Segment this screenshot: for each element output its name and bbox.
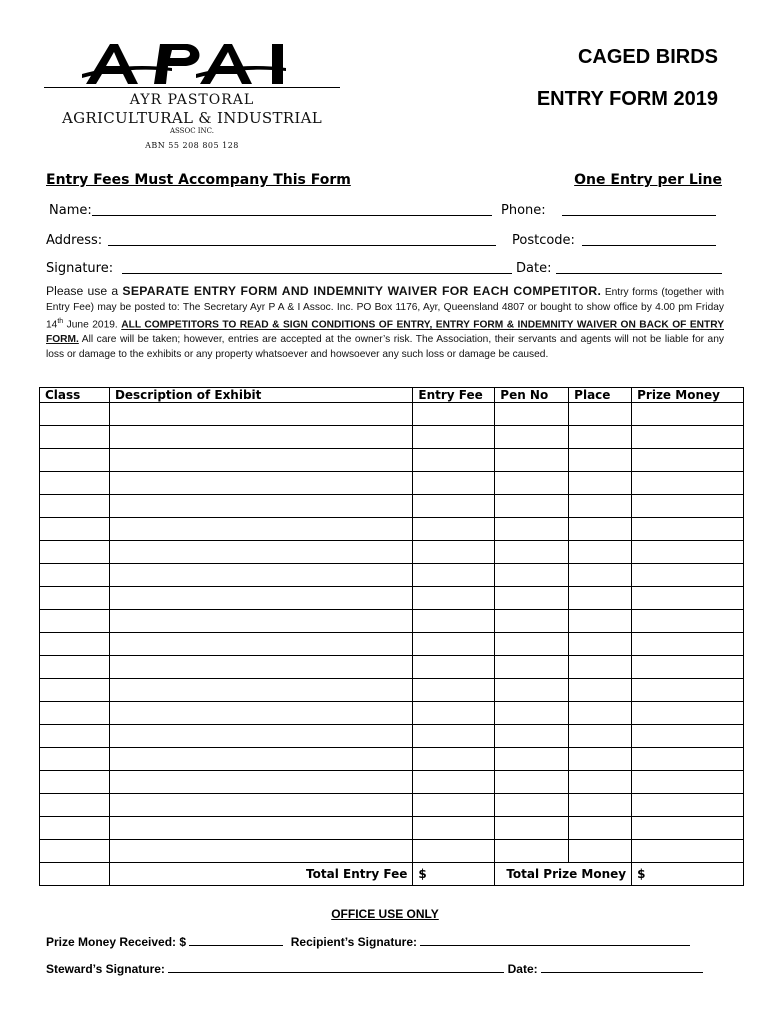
- class-cell[interactable]: [40, 564, 110, 587]
- prize-money-cell[interactable]: [632, 426, 744, 449]
- para-body-2: June 2019.: [63, 319, 122, 331]
- prize-received-label: Prize Money Received: $: [46, 935, 187, 949]
- office-use-heading: OFFICE USE ONLY: [331, 907, 439, 921]
- prize-money-cell[interactable]: [632, 748, 744, 771]
- entry-fee-cell[interactable]: [413, 702, 495, 725]
- prize-money-cell[interactable]: [632, 610, 744, 633]
- place-cell[interactable]: [569, 725, 632, 748]
- description-cell[interactable]: [109, 426, 412, 449]
- class-cell[interactable]: [40, 610, 110, 633]
- prize-money-cell[interactable]: [632, 587, 744, 610]
- description-cell[interactable]: [109, 817, 412, 840]
- prize-money-cell[interactable]: [632, 495, 744, 518]
- prize-money-cell[interactable]: [632, 656, 744, 679]
- class-cell[interactable]: [40, 518, 110, 541]
- prize-money-cell[interactable]: [632, 403, 744, 426]
- signature-field[interactable]: [122, 261, 512, 274]
- description-cell[interactable]: [109, 403, 412, 426]
- place-cell[interactable]: [569, 748, 632, 771]
- table-row: [40, 633, 744, 656]
- name-field[interactable]: [92, 203, 492, 216]
- pen-no-cell[interactable]: [495, 610, 569, 633]
- place-cell[interactable]: [569, 564, 632, 587]
- class-cell[interactable]: [40, 633, 110, 656]
- place-cell[interactable]: [569, 518, 632, 541]
- phone-field[interactable]: [562, 203, 716, 216]
- table-row: [40, 587, 744, 610]
- prize-received-field[interactable]: [189, 933, 283, 946]
- steward-signature-label: Steward’s Signature:: [46, 962, 165, 976]
- entry-fee-cell[interactable]: [413, 449, 495, 472]
- logo-line-pastoral: AYR PASTORAL: [129, 92, 255, 108]
- apai-wordmark-logo: [82, 40, 344, 90]
- signature-label: Signature:: [46, 261, 114, 276]
- place-cell[interactable]: [569, 840, 632, 863]
- prize-money-cell[interactable]: [632, 564, 744, 587]
- table-row: [40, 472, 744, 495]
- address-label: Address:: [46, 233, 103, 248]
- pen-no-cell[interactable]: [495, 656, 569, 679]
- entry-fee-cell[interactable]: [413, 541, 495, 564]
- steward-signature-field[interactable]: [168, 960, 504, 973]
- place-cell[interactable]: [569, 817, 632, 840]
- class-cell[interactable]: [40, 495, 110, 518]
- prize-money-cell[interactable]: [632, 449, 744, 472]
- class-cell[interactable]: [40, 748, 110, 771]
- table-row: [40, 610, 744, 633]
- pen-no-cell[interactable]: [495, 702, 569, 725]
- total-entry-fee-field[interactable]: [413, 863, 495, 886]
- col-description: Description of Exhibit: [109, 388, 412, 403]
- logo-line-assoc: ASSOC INC.: [169, 127, 215, 135]
- total-entry-fee-label: Total Entry Fee: [109, 863, 412, 886]
- table-row: [40, 541, 744, 564]
- entry-fee-cell[interactable]: [413, 610, 495, 633]
- place-cell[interactable]: [569, 403, 632, 426]
- description-cell[interactable]: [109, 472, 412, 495]
- description-cell[interactable]: [109, 541, 412, 564]
- description-cell[interactable]: [109, 725, 412, 748]
- class-cell[interactable]: [40, 771, 110, 794]
- pen-no-cell[interactable]: [495, 449, 569, 472]
- pen-no-cell[interactable]: [495, 403, 569, 426]
- currency-symbol: $: [418, 867, 427, 881]
- table-row: [40, 518, 744, 541]
- entry-fee-cell[interactable]: [413, 633, 495, 656]
- place-cell[interactable]: [569, 633, 632, 656]
- class-cell[interactable]: [40, 794, 110, 817]
- place-cell[interactable]: [569, 449, 632, 472]
- totals-blank-class: [40, 863, 110, 886]
- description-cell[interactable]: [109, 794, 412, 817]
- pen-no-cell[interactable]: [495, 771, 569, 794]
- entry-fee-cell[interactable]: [413, 426, 495, 449]
- form-title-entry: ENTRY FORM 2019: [536, 88, 718, 110]
- totals-row: [40, 863, 744, 886]
- place-cell[interactable]: [569, 794, 632, 817]
- entry-fee-cell[interactable]: [413, 679, 495, 702]
- place-cell[interactable]: [569, 771, 632, 794]
- para-separate-form: SEPARATE ENTRY FORM AND INDEMNITY WAIVER FOR EACH COMPETITOR.: [122, 284, 602, 298]
- table-row: [40, 725, 744, 748]
- prize-money-cell[interactable]: [632, 472, 744, 495]
- entry-fee-cell[interactable]: [413, 495, 495, 518]
- table-row: [40, 495, 744, 518]
- table-row: [40, 403, 744, 426]
- table-row: [40, 656, 744, 679]
- entry-fee-cell[interactable]: [413, 587, 495, 610]
- pen-no-cell[interactable]: [495, 633, 569, 656]
- class-cell[interactable]: [40, 587, 110, 610]
- entry-fee-cell[interactable]: [413, 725, 495, 748]
- association-logo: [44, 40, 344, 155]
- prize-money-cell[interactable]: [632, 702, 744, 725]
- description-cell[interactable]: [109, 656, 412, 679]
- pen-no-cell[interactable]: [495, 748, 569, 771]
- entry-fee-cell[interactable]: [413, 794, 495, 817]
- entry-conditions-paragraph: [46, 284, 724, 362]
- address-field[interactable]: [108, 233, 496, 246]
- description-cell[interactable]: [109, 633, 412, 656]
- recipient-signature-label: Recipient’s Signature:: [290, 935, 417, 949]
- table-row: [40, 679, 744, 702]
- pen-no-cell[interactable]: [495, 495, 569, 518]
- description-cell[interactable]: [109, 495, 412, 518]
- steward-row: [46, 960, 703, 976]
- prize-money-cell[interactable]: [632, 541, 744, 564]
- pen-no-cell[interactable]: [495, 725, 569, 748]
- office-date-label: Date:: [507, 962, 538, 976]
- office-date-field[interactable]: [541, 960, 703, 973]
- entries-table: [39, 387, 744, 886]
- one-entry-note: One Entry per Line: [574, 172, 722, 188]
- prize-received-row: [46, 933, 690, 949]
- entry-fee-cell[interactable]: [413, 840, 495, 863]
- class-cell[interactable]: [40, 403, 110, 426]
- col-prize-money: Prize Money: [632, 388, 744, 403]
- table-row: [40, 426, 744, 449]
- table-row: [40, 748, 744, 771]
- prize-money-cell[interactable]: [632, 518, 744, 541]
- class-cell[interactable]: [40, 449, 110, 472]
- name-label: Name:: [49, 203, 92, 218]
- table-header-row: [40, 388, 744, 403]
- prize-money-cell[interactable]: [632, 794, 744, 817]
- col-class: Class: [40, 388, 110, 403]
- description-cell[interactable]: [109, 610, 412, 633]
- class-cell[interactable]: [40, 817, 110, 840]
- place-cell[interactable]: [569, 541, 632, 564]
- entry-fee-cell[interactable]: [413, 817, 495, 840]
- date-label: Date:: [516, 261, 552, 276]
- logo-line-agricultural: AGRICULTURAL & INDUSTRIAL: [61, 109, 323, 127]
- para-read-sign-notice: ALL COMPETITORS TO READ & SIGN CONDITIONS OF ENTRY, ENTRY FORM & INDEMNITY WAIVER ON BACK OF ENTRY FORM.: [46, 319, 724, 346]
- place-cell[interactable]: [569, 656, 632, 679]
- pen-no-cell[interactable]: [495, 426, 569, 449]
- prize-money-cell[interactable]: [632, 771, 744, 794]
- prize-money-cell[interactable]: [632, 817, 744, 840]
- prize-money-cell[interactable]: [632, 840, 744, 863]
- pen-no-cell[interactable]: [495, 679, 569, 702]
- table-row: [40, 817, 744, 840]
- col-pen-no: Pen No: [495, 388, 569, 403]
- description-cell[interactable]: [109, 564, 412, 587]
- class-cell[interactable]: [40, 725, 110, 748]
- pen-no-cell[interactable]: [495, 817, 569, 840]
- place-cell[interactable]: [569, 702, 632, 725]
- description-cell[interactable]: [109, 679, 412, 702]
- table-row: [40, 771, 744, 794]
- phone-label: Phone:: [501, 203, 546, 218]
- currency-symbol: $: [637, 867, 646, 881]
- table-row: [40, 840, 744, 863]
- place-cell[interactable]: [569, 472, 632, 495]
- entry-fee-cell[interactable]: [413, 748, 495, 771]
- para-lead: Please use a: [46, 284, 123, 298]
- pen-no-cell[interactable]: [495, 472, 569, 495]
- description-cell[interactable]: [109, 449, 412, 472]
- pen-no-cell[interactable]: [495, 541, 569, 564]
- description-cell[interactable]: [109, 518, 412, 541]
- postcode-field[interactable]: [582, 233, 716, 246]
- col-place: Place: [569, 388, 632, 403]
- total-prize-money-label: Total Prize Money: [495, 863, 632, 886]
- table-row: [40, 449, 744, 472]
- form-title-category: CAGED BIRDS: [577, 46, 718, 68]
- para-sup: th: [57, 318, 64, 326]
- description-cell[interactable]: [109, 840, 412, 863]
- col-entry-fee: Entry Fee: [413, 388, 495, 403]
- entry-fees-note: Entry Fees Must Accompany This Form: [46, 172, 351, 188]
- class-cell[interactable]: [40, 840, 110, 863]
- entry-fee-cell[interactable]: [413, 472, 495, 495]
- pen-no-cell[interactable]: [495, 518, 569, 541]
- class-cell[interactable]: [40, 541, 110, 564]
- prize-money-cell[interactable]: [632, 633, 744, 656]
- logo-divider: [44, 87, 340, 88]
- entry-fee-cell[interactable]: [413, 564, 495, 587]
- place-cell[interactable]: [569, 610, 632, 633]
- prize-money-cell[interactable]: [632, 725, 744, 748]
- entry-fee-cell[interactable]: [413, 656, 495, 679]
- postcode-label: Postcode:: [512, 233, 575, 248]
- class-cell[interactable]: [40, 472, 110, 495]
- entry-fee-cell[interactable]: [413, 771, 495, 794]
- place-cell[interactable]: [569, 679, 632, 702]
- description-cell[interactable]: [109, 771, 412, 794]
- logo-abn: ABN 55 208 805 128: [145, 141, 239, 150]
- description-cell[interactable]: [109, 702, 412, 725]
- place-cell[interactable]: [569, 495, 632, 518]
- class-cell[interactable]: [40, 679, 110, 702]
- class-cell[interactable]: [40, 656, 110, 679]
- pen-no-cell[interactable]: [495, 587, 569, 610]
- table-row: [40, 564, 744, 587]
- place-cell[interactable]: [569, 426, 632, 449]
- total-prize-money-field[interactable]: [632, 863, 744, 886]
- pen-no-cell[interactable]: [495, 840, 569, 863]
- para-body-3: All care will be taken; however, entries are accepted at the owner’s risk. The Association, their servants and agents will not be liable for any loss or damage to the exhibits or any property whatsoever and howsoever any such loss or damage be caused.: [46, 334, 724, 360]
- entry-fee-cell[interactable]: [413, 403, 495, 426]
- description-cell[interactable]: [109, 587, 412, 610]
- entry-fee-cell[interactable]: [413, 518, 495, 541]
- description-cell[interactable]: [109, 748, 412, 771]
- table-row: [40, 702, 744, 725]
- date-field[interactable]: [556, 261, 722, 274]
- place-cell[interactable]: [569, 587, 632, 610]
- pen-no-cell[interactable]: [495, 564, 569, 587]
- pen-no-cell[interactable]: [495, 794, 569, 817]
- class-cell[interactable]: [40, 702, 110, 725]
- recipient-signature-field[interactable]: [420, 933, 690, 946]
- para-body-1: Entry forms (together with Entry Fee) may be posted to: The Secretary Ayr P A & I Assoc. Inc. PO Box 1176, Ayr, Queensland 4807 or bought to show office by 4.00 pm Friday 14: [46, 287, 725, 331]
- table-row: [40, 794, 744, 817]
- prize-money-cell[interactable]: [632, 679, 744, 702]
- class-cell[interactable]: [40, 426, 110, 449]
